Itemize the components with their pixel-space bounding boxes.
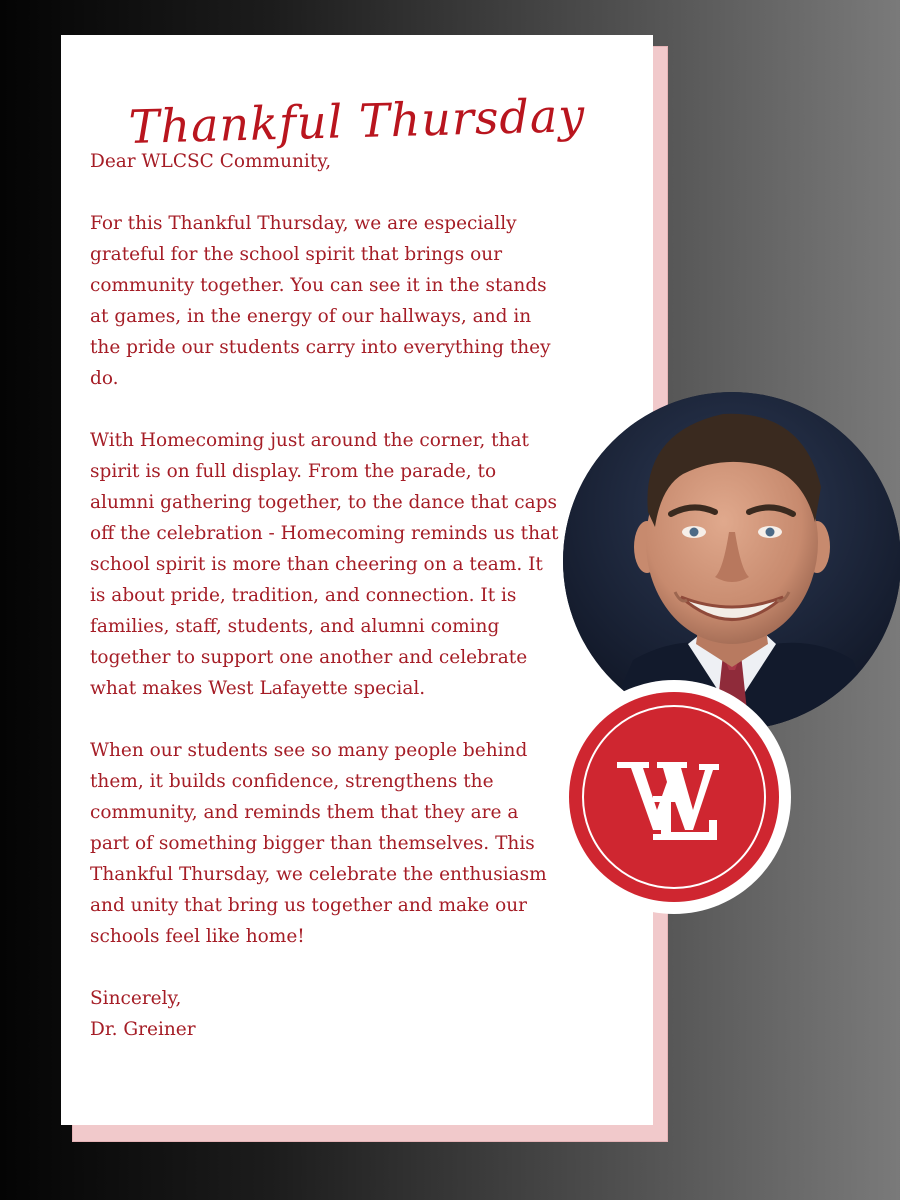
letter-body bbox=[90, 146, 560, 1045]
page-title: Thankful Thursday bbox=[128, 88, 586, 154]
letter-paragraph-3: When our students see so many people behind them, it builds confidence, strengthens the community, and reminds them that they are a part of something bigger than themselves. This Thankful Thursday, we celebrate the enthusiasm and unity that bring us together and make our schools feel like home! bbox=[90, 740, 547, 947]
school-logo bbox=[557, 680, 791, 914]
letter-paragraph-2: With Homecoming just around the corner, that spirit is on full display. From the parade, to alumni gathering together, to the dance that caps off the celebration - Homecoming reminds us that school spirit is more than cheering on a team. It is about pride, tradition, and connection. It is families, staff, students, and alumni coming together to support one another and celebrate what makes West Lafayette special. bbox=[90, 430, 559, 699]
portrait-image bbox=[563, 392, 900, 730]
letter-greeting: Dear WLCSC Community, bbox=[90, 151, 332, 172]
letter-paragraph-1: For this Thankful Thursday, we are especially grateful for the school spirit that brings our community together. You can see it in the stands at games, in the energy of our hallways, and in the pride our students carry into everything they do. bbox=[90, 213, 551, 389]
wl-monogram-icon bbox=[569, 692, 779, 902]
letter-closing bbox=[90, 983, 560, 1045]
closing-text: Sincerely, bbox=[90, 988, 182, 1009]
signature: Dr. Greiner bbox=[90, 1019, 196, 1040]
logo-badge bbox=[569, 692, 779, 902]
superintendent-photo bbox=[563, 392, 900, 730]
